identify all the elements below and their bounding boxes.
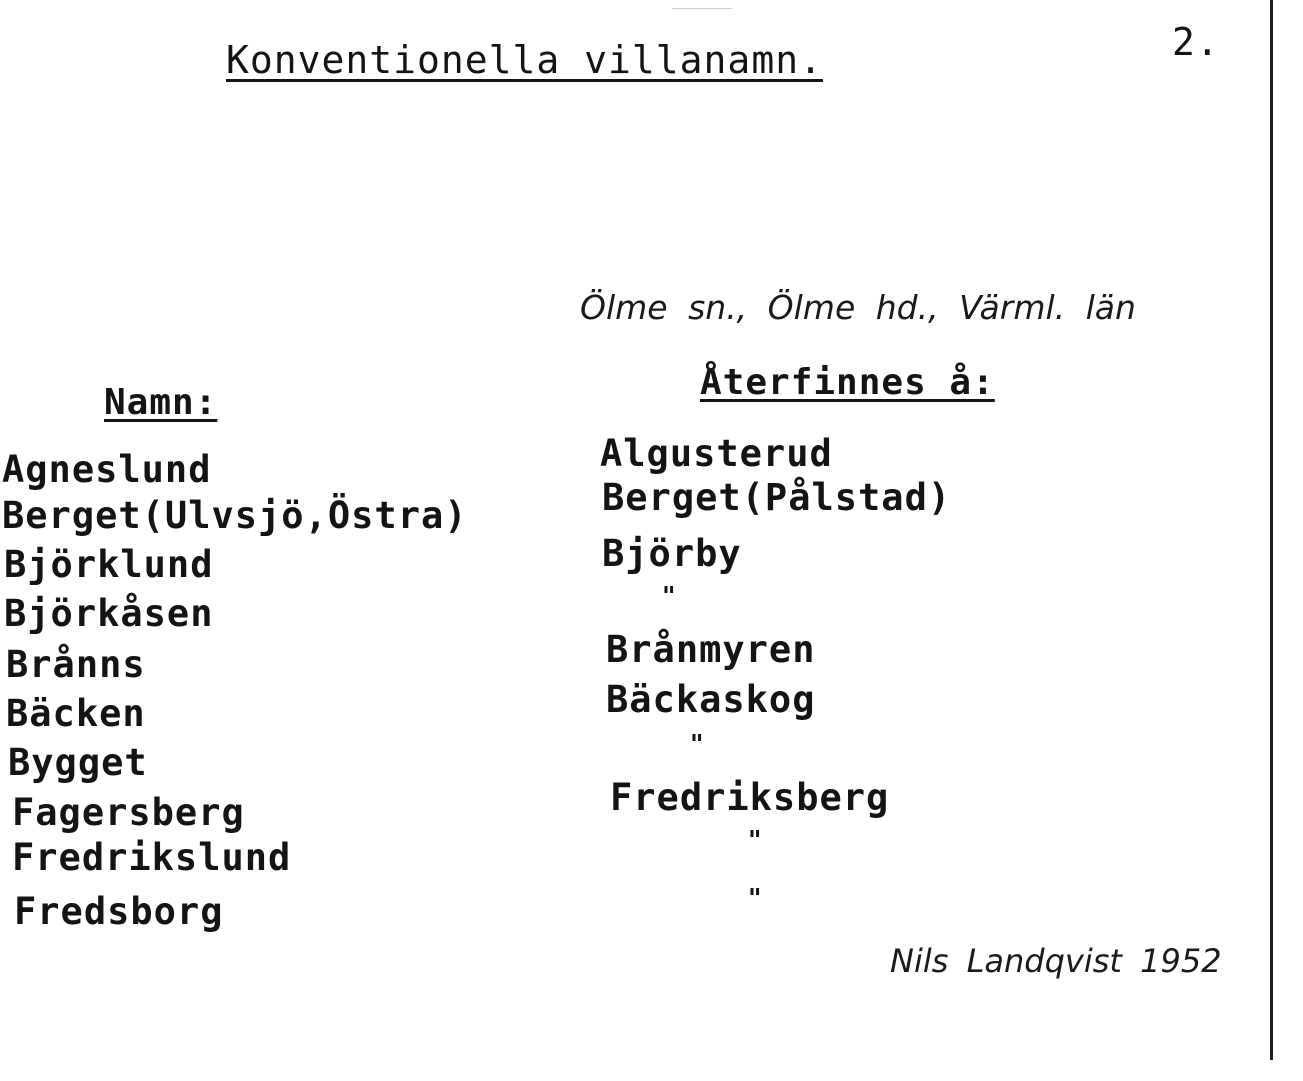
name-entry: Agneslund bbox=[2, 448, 212, 491]
ditto-mark: " bbox=[690, 730, 704, 760]
ditto-mark: " bbox=[662, 582, 676, 612]
signature: Nils Landqvist 1952 bbox=[890, 942, 1222, 980]
name-entry: Bäcken bbox=[6, 692, 146, 735]
location-line: Ölme sn., Ölme hd., Värml. län bbox=[580, 288, 1136, 327]
names-column-header: Namn: bbox=[104, 382, 218, 423]
page-number: 2. bbox=[1172, 20, 1220, 64]
name-entry: Fagersberg bbox=[12, 791, 245, 834]
found-at-entry: Björby bbox=[602, 532, 742, 575]
found-at-entry: Berget(Pålstad) bbox=[602, 476, 952, 519]
name-entry: Björklund bbox=[4, 543, 214, 586]
scan-mark bbox=[672, 8, 732, 9]
name-entry: Bygget bbox=[8, 741, 148, 784]
card-edge-line bbox=[1270, 0, 1273, 1060]
card-title: Konventionella villanamn. bbox=[226, 38, 823, 82]
found-at-column-header: Återfinnes å: bbox=[700, 362, 995, 403]
found-at-entry: Algusterud bbox=[600, 432, 833, 475]
ditto-mark: " bbox=[748, 884, 762, 914]
name-entry: Fredsborg bbox=[14, 890, 224, 933]
name-entry: Berget(Ulvsjö,Östra) bbox=[2, 494, 468, 537]
found-at-entry: Fredriksberg bbox=[610, 776, 890, 819]
ditto-mark: " bbox=[748, 826, 762, 856]
found-at-entry: Bäckaskog bbox=[606, 678, 816, 721]
found-at-entry: Brånmyren bbox=[606, 628, 816, 671]
name-entry: Brånns bbox=[6, 643, 146, 686]
name-entry: Björkåsen bbox=[4, 592, 214, 635]
name-entry: Fredrikslund bbox=[12, 836, 292, 879]
